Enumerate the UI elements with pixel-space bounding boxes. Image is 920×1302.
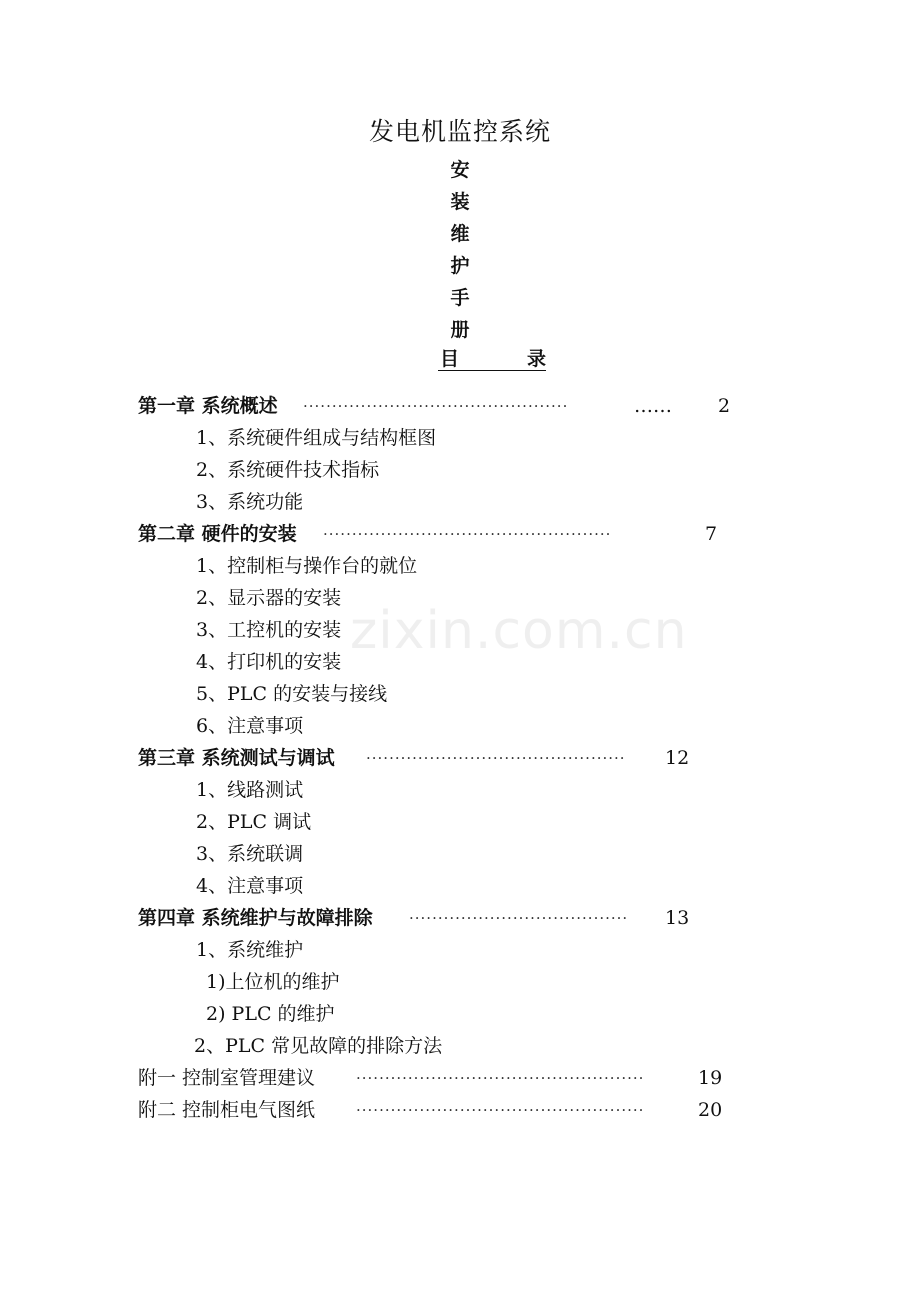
vertical-title-char: 护 bbox=[450, 255, 470, 277]
toc-item[interactable]: 1、线路测试 bbox=[196, 779, 304, 801]
toc-item[interactable]: 4、注意事项 bbox=[196, 875, 304, 897]
document-title: 发电机监控系统 bbox=[368, 117, 551, 146]
toc-chapter-3[interactable] bbox=[138, 746, 335, 770]
toc-item[interactable]: 1、系统硬件组成与结构框图 bbox=[196, 427, 437, 449]
toc-subitem[interactable]: 1)上位机的维护 bbox=[206, 971, 340, 993]
toc-heading bbox=[438, 344, 546, 371]
toc-heading-right: 录 bbox=[526, 348, 546, 370]
watermark: zixin.com.cn bbox=[350, 601, 688, 661]
toc-leader-dots: ·················································· bbox=[356, 1069, 645, 1087]
toc-chapter-label: 第四章 系统维护与故障排除 bbox=[138, 907, 373, 929]
toc-item[interactable]: 6、注意事项 bbox=[196, 715, 304, 737]
toc-leader-dots: ············································· bbox=[366, 749, 626, 767]
toc-heading-left: 目 bbox=[440, 348, 460, 370]
toc-item[interactable]: 1、控制柜与操作台的就位 bbox=[196, 555, 418, 577]
vertical-title-char: 手 bbox=[450, 287, 470, 309]
toc-appendix-2[interactable]: 附二 控制柜电气图纸 bbox=[138, 1099, 316, 1121]
toc-page-number: 12 bbox=[665, 747, 690, 769]
toc-subitem[interactable]: 2) PLC 的维护 bbox=[206, 1003, 335, 1025]
toc-page-number: 20 bbox=[698, 1099, 723, 1121]
vertical-title-char: 装 bbox=[450, 191, 470, 213]
toc-chapter-label: 第一章 系统概述 bbox=[138, 395, 278, 417]
toc-chapter-1[interactable] bbox=[138, 394, 278, 418]
toc-leader-dots: ·············································· bbox=[303, 397, 569, 415]
vertical-title-char: 安 bbox=[450, 159, 470, 181]
toc-appendix-1[interactable]: 附一 控制室管理建议 bbox=[138, 1067, 316, 1089]
toc-chapter-4[interactable] bbox=[138, 906, 373, 930]
vertical-title-char: 册 bbox=[450, 319, 470, 341]
toc-chapter-2[interactable] bbox=[138, 522, 297, 546]
toc-chapter-label: 第三章 系统测试与调试 bbox=[138, 747, 335, 769]
toc-leader-dots: ·················································· bbox=[356, 1101, 645, 1119]
toc-page-number: 19 bbox=[698, 1067, 723, 1089]
toc-page-number: 7 bbox=[705, 523, 718, 545]
toc-item[interactable]: 2、显示器的安装 bbox=[196, 587, 342, 609]
toc-leader-dots: ·················································· bbox=[323, 525, 612, 543]
toc-item[interactable]: 2、PLC 调试 bbox=[196, 811, 312, 833]
toc-item[interactable]: 2、PLC 常见故障的排除方法 bbox=[194, 1035, 443, 1057]
toc-page-number: 2 bbox=[718, 395, 731, 417]
toc-item[interactable]: 4、打印机的安装 bbox=[196, 651, 342, 673]
toc-leader-extra: …… bbox=[634, 395, 672, 417]
toc-item[interactable]: 3、工控机的安装 bbox=[196, 619, 342, 641]
toc-leader-dots: ······································ bbox=[409, 909, 629, 927]
toc-item[interactable]: 2、系统硬件技术指标 bbox=[196, 459, 380, 481]
toc-item[interactable]: 5、PLC 的安装与接线 bbox=[196, 683, 388, 705]
vertical-title-char: 维 bbox=[450, 223, 470, 245]
toc-item[interactable]: 3、系统联调 bbox=[196, 843, 304, 865]
toc-page-number: 13 bbox=[665, 907, 690, 929]
toc-item[interactable]: 3、系统功能 bbox=[196, 491, 304, 513]
toc-chapter-label: 第二章 硬件的安装 bbox=[138, 523, 297, 545]
toc-item[interactable]: 1、系统维护 bbox=[196, 939, 304, 961]
